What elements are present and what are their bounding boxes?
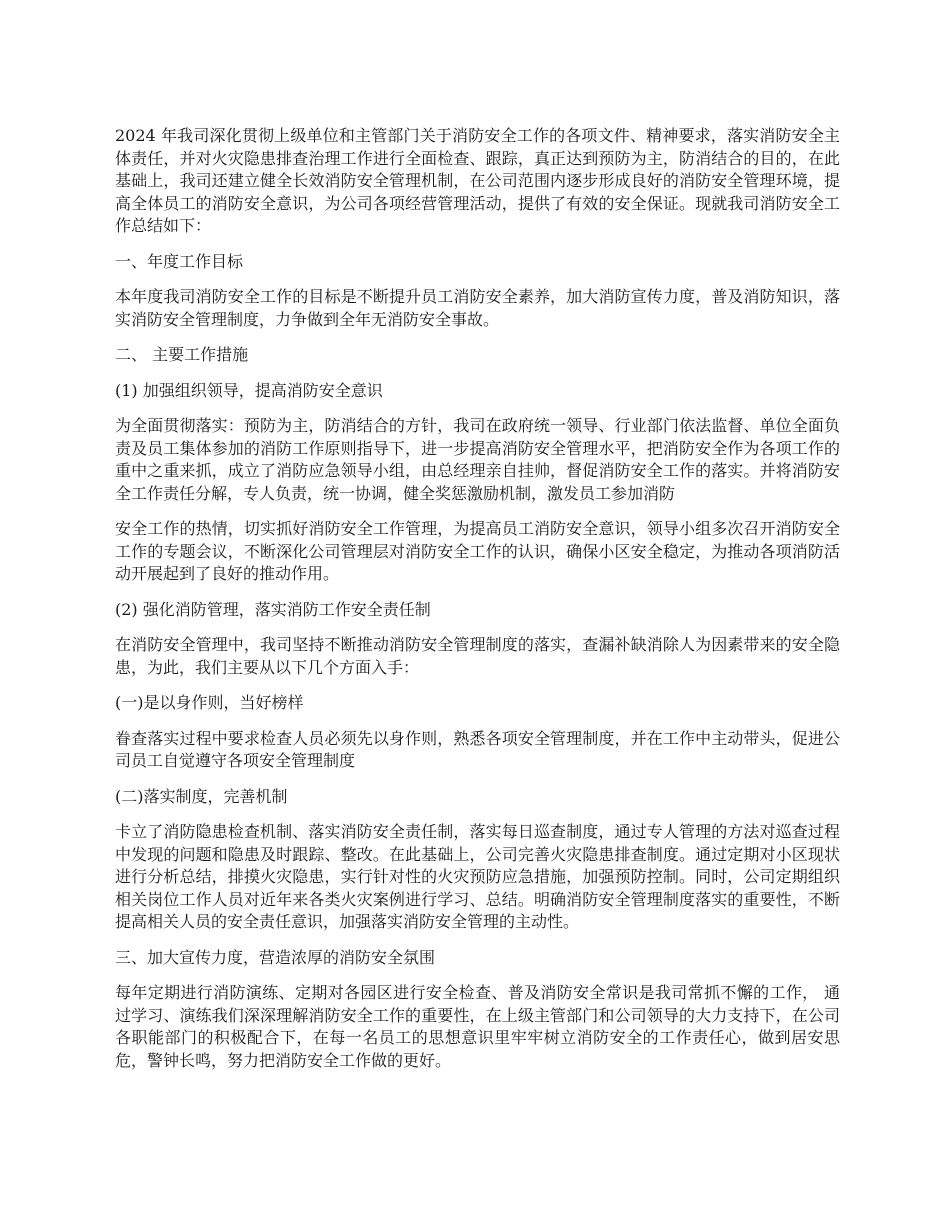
subheading-implement-system: (二)落实制度，完善机制	[115, 786, 288, 806]
document-body	[115, 125, 840, 1085]
section-heading-annual-goal: 一、年度工作目标	[115, 251, 244, 271]
subheading-organization-leadership: (1) 加强组织领导，提高消防安全意识	[115, 380, 383, 400]
intro-paragraph: 2024 年我司深化贯彻上级单位和主管部门关于消防安全工作的各项文件、精神要求，落实消防安全主体责任，并对火灾隐患排查治理工作进行全面检查、跟踪，真正达到预防为主，防消结合的目的，在此基础上，我司还建立健全长效消防安全管理机制，在公司范围内逐步形成良好的消防安全管理环境，提高全体员工的消防安全意识，为公司各项经营管理活动，提供了有效的安全保证。现就我司消防安全工作总结如下：	[115, 126, 840, 235]
lead-by-example-paragraph: 眷查落实过程中要求检查人员必须先以身作则，熟悉各项安全管理制度，并在工作中主动带头，促进公司员工自觉遵守各项安全管理制度	[115, 728, 840, 770]
subheading-lead-by-example: (一)是以身作则，当好榜样	[115, 693, 304, 712]
safety-enthusiasm-paragraph: 安全工作的热情，切实抓好消防安全工作管理，为提高员工消防安全意识，领导小组多次召开消防安全工作的专题会议，不断深化公司管理层对消防安全工作的认识，确保小区安全稳定，为推动各项消防活动开展起到了良好的推动作用。	[115, 519, 840, 583]
section-heading-main-measures: 二、 主要工作措施	[115, 345, 249, 364]
fire-management-paragraph: 在消防安全管理中，我司坚持不断推动消防安全管理制度的落实，查漏补缺消除人为因素带来的安全隐患，为此，我们主要从以下几个方面入手：	[115, 635, 840, 677]
implement-system-paragraph: 卡立了消防隐患检查机制、落实消防安全责任制，落实每日巡查制度，通过专人管理的方法对巡查过程中发现的问题和隐患及时跟踪、整改。在此基础上，公司完善火灾隐患排查制度。通过定期对小区现状进行分析总结，排摸火灾隐患，实行针对性的火灾预防应急措施，加强预防控制。同时，公司定期组织相关岗位工作人员对近年来各类火灾案例进行学习、总结。明确消防安全管理制度落实的重要性，不断提高相关人员的安全责任意识，加强落实消防安全管理的主动性。	[115, 822, 840, 931]
annual-goal-paragraph: 本年度我司消防安全工作的目标是不断提升员工消防安全素养，加大消防宣传力度，普及消防知识，落实消防安全管理制度，力争做到全年无消防安全事故。	[115, 287, 840, 329]
organization-leadership-paragraph: 为全面贯彻落实：预防为主，防消结合的方针，我司在政府统一领导、行业部门依法监督、单位全面负责及员工集体参加的消防工作原则指导下，进一步提高消防安全管理水平，把消防安全作为各项工作的重中之重来抓，成立了消防应急领导小组，由总经理亲自挂帅，督促消防安全工作的落实。并将消防安全工作责任分解，专人负责，统一协调，健全奖惩激励机制，激发员工参加消防	[115, 416, 840, 503]
publicity-paragraph: 每年定期进行消防演练、定期对各园区进行安全检查、普及消防安全常识是我司常抓不懈的工作， 通过学习、演练我们深深理解消防安全工作的重要性，在上级主管部门和公司领导的大力支持下，在公司各职能部门的积极配合下，在每一名员工的思想意识里牢牢树立消防安全的工作责任心，做到居安思危，警钟长鸣，努力把消防安全工作做的更好。	[115, 983, 840, 1070]
section-heading-publicity: 三、加大宣传力度，营造浓厚的消防安全氛围	[115, 947, 436, 967]
subheading-fire-management: (2) 强化消防管理，落实消防工作安全责任制	[115, 599, 431, 619]
